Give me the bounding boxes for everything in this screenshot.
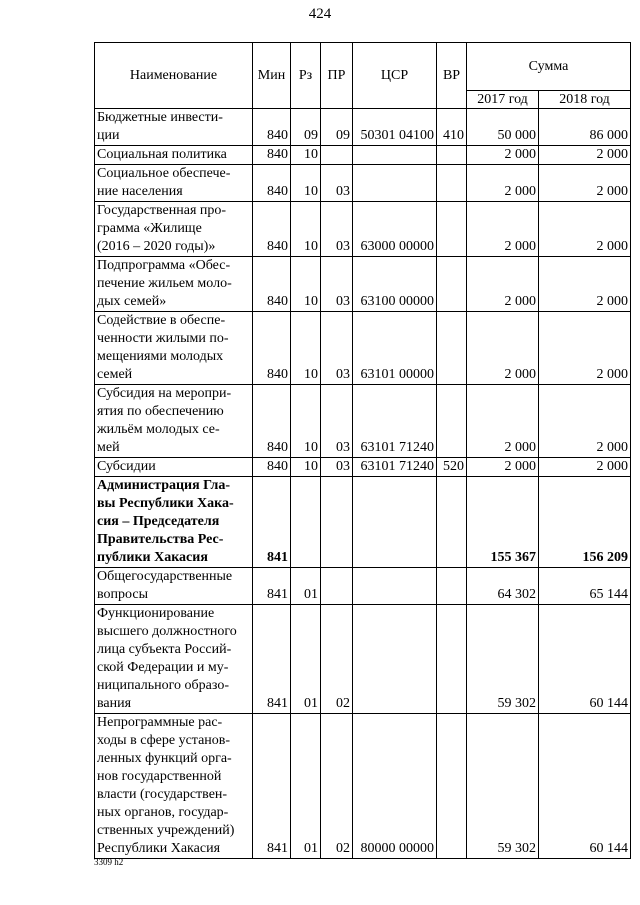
cell-y2017: 59 302: [467, 605, 539, 714]
table-row: [95, 458, 631, 477]
cell-vr: [437, 165, 467, 202]
cell-csr: [353, 568, 437, 605]
header-sum: Сумма: [467, 43, 631, 91]
cell-csr: [353, 605, 437, 714]
header-vr: ВР: [437, 43, 467, 109]
cell-min: 840: [253, 202, 291, 257]
cell-y2018: 2 000: [539, 165, 631, 202]
cell-min: 840: [253, 109, 291, 146]
cell-csr: 63101 00000: [353, 312, 437, 385]
cell-pr: [321, 146, 353, 165]
cell-vr: [437, 202, 467, 257]
cell-csr: 63000 00000: [353, 202, 437, 257]
cell-pr: 03: [321, 312, 353, 385]
cell-name: Подпрограмма «Обес- печение жильем моло- дых семей»: [95, 257, 253, 312]
cell-y2018: 2 000: [539, 312, 631, 385]
cell-y2018: 2 000: [539, 458, 631, 477]
cell-y2017: 2 000: [467, 202, 539, 257]
cell-y2018: 86 000: [539, 109, 631, 146]
cell-csr: 50301 04100: [353, 109, 437, 146]
cell-y2017: 2 000: [467, 146, 539, 165]
cell-y2017: 64 302: [467, 568, 539, 605]
cell-min: 841: [253, 568, 291, 605]
cell-rz: 10: [291, 146, 321, 165]
cell-y2018: 65 144: [539, 568, 631, 605]
cell-name: Содействие в обеспе- ченности жилыми по- мещениями молодых семей: [95, 312, 253, 385]
cell-csr: 63100 00000: [353, 257, 437, 312]
cell-vr: 410: [437, 109, 467, 146]
footer-code: 3309 h2: [94, 857, 124, 867]
cell-y2017: 2 000: [467, 257, 539, 312]
cell-pr: 02: [321, 714, 353, 859]
cell-name: Бюджетные инвести- ции: [95, 109, 253, 146]
cell-pr: 03: [321, 385, 353, 458]
cell-pr: 03: [321, 257, 353, 312]
cell-name: Непрограммные рас- ходы в сфере установ- ленных функций орга- нов государственной власти (государствен- ных органов, государ- ственных учреждений) Республики Хакасия: [95, 714, 253, 859]
header-name: Наименование: [95, 43, 253, 109]
cell-csr: [353, 165, 437, 202]
cell-y2018: 2 000: [539, 202, 631, 257]
table-row: [95, 385, 631, 458]
cell-rz: 10: [291, 202, 321, 257]
cell-pr: 03: [321, 458, 353, 477]
cell-min: 841: [253, 477, 291, 568]
cell-min: 840: [253, 165, 291, 202]
cell-rz: 09: [291, 109, 321, 146]
cell-y2018: 60 144: [539, 605, 631, 714]
cell-pr: [321, 477, 353, 568]
cell-rz: 10: [291, 385, 321, 458]
header-year-2018: 2018 год: [539, 91, 631, 109]
cell-pr: 02: [321, 605, 353, 714]
header-csr: ЦСР: [353, 43, 437, 109]
cell-name: Общегосударственные вопросы: [95, 568, 253, 605]
cell-name: Субсидии: [95, 458, 253, 477]
cell-vr: [437, 312, 467, 385]
cell-min: 841: [253, 714, 291, 859]
cell-rz: [291, 477, 321, 568]
cell-vr: [437, 605, 467, 714]
cell-min: 840: [253, 458, 291, 477]
cell-y2017: 2 000: [467, 458, 539, 477]
cell-rz: 01: [291, 605, 321, 714]
cell-csr: 63101 71240: [353, 458, 437, 477]
cell-rz: 01: [291, 568, 321, 605]
cell-csr: [353, 146, 437, 165]
cell-y2018: 2 000: [539, 146, 631, 165]
cell-y2017: 2 000: [467, 385, 539, 458]
cell-y2017: 2 000: [467, 165, 539, 202]
cell-vr: [437, 714, 467, 859]
cell-y2017: 155 367: [467, 477, 539, 568]
table-row: [95, 312, 631, 385]
cell-name: Социальная политика: [95, 146, 253, 165]
table-row: [95, 165, 631, 202]
page-number: 424: [308, 6, 332, 22]
cell-min: 840: [253, 385, 291, 458]
cell-y2018: 156 209: [539, 477, 631, 568]
cell-min: 840: [253, 312, 291, 385]
cell-rz: 10: [291, 458, 321, 477]
cell-pr: 09: [321, 109, 353, 146]
cell-y2018: 2 000: [539, 257, 631, 312]
cell-pr: 03: [321, 202, 353, 257]
cell-vr: [437, 385, 467, 458]
cell-name: Функционирование высшего должностного лица субъекта Россий- ской Федерации и му- ниципального образо- вания: [95, 605, 253, 714]
budget-table: [94, 42, 631, 859]
cell-vr: [437, 257, 467, 312]
cell-csr: [353, 477, 437, 568]
cell-name: Субсидия на меропри- ятия по обеспечению жильём молодых се- мей: [95, 385, 253, 458]
table-row: [95, 714, 631, 859]
cell-min: 840: [253, 257, 291, 312]
table-row: [95, 605, 631, 714]
cell-rz: 10: [291, 312, 321, 385]
cell-y2018: 60 144: [539, 714, 631, 859]
cell-vr: [437, 146, 467, 165]
cell-rz: 10: [291, 165, 321, 202]
cell-vr: [437, 477, 467, 568]
cell-y2018: 2 000: [539, 385, 631, 458]
header-pr: ПР: [321, 43, 353, 109]
header-year-2017: 2017 год: [467, 91, 539, 109]
header-rz: Рз: [291, 43, 321, 109]
cell-y2017: 59 302: [467, 714, 539, 859]
table-row: [95, 109, 631, 146]
cell-pr: 03: [321, 165, 353, 202]
cell-y2017: 2 000: [467, 312, 539, 385]
table-row: [95, 257, 631, 312]
cell-name: Администрация Гла- вы Республики Хака- сия – Председателя Правительства Рес- публики Хакасия: [95, 477, 253, 568]
cell-rz: 10: [291, 257, 321, 312]
cell-name: Социальное обеспече- ние населения: [95, 165, 253, 202]
cell-vr: [437, 568, 467, 605]
cell-pr: [321, 568, 353, 605]
cell-csr: 63101 71240: [353, 385, 437, 458]
table-row: [95, 477, 631, 568]
cell-y2017: 50 000: [467, 109, 539, 146]
table-row: [95, 146, 631, 165]
cell-name: Государственная про- грамма «Жилище (2016 – 2020 годы)»: [95, 202, 253, 257]
cell-min: 841: [253, 605, 291, 714]
cell-csr: 80000 00000: [353, 714, 437, 859]
cell-rz: 01: [291, 714, 321, 859]
table-row: [95, 568, 631, 605]
cell-vr: 520: [437, 458, 467, 477]
table-row: [95, 202, 631, 257]
cell-min: 840: [253, 146, 291, 165]
header-min: Мин: [253, 43, 291, 109]
